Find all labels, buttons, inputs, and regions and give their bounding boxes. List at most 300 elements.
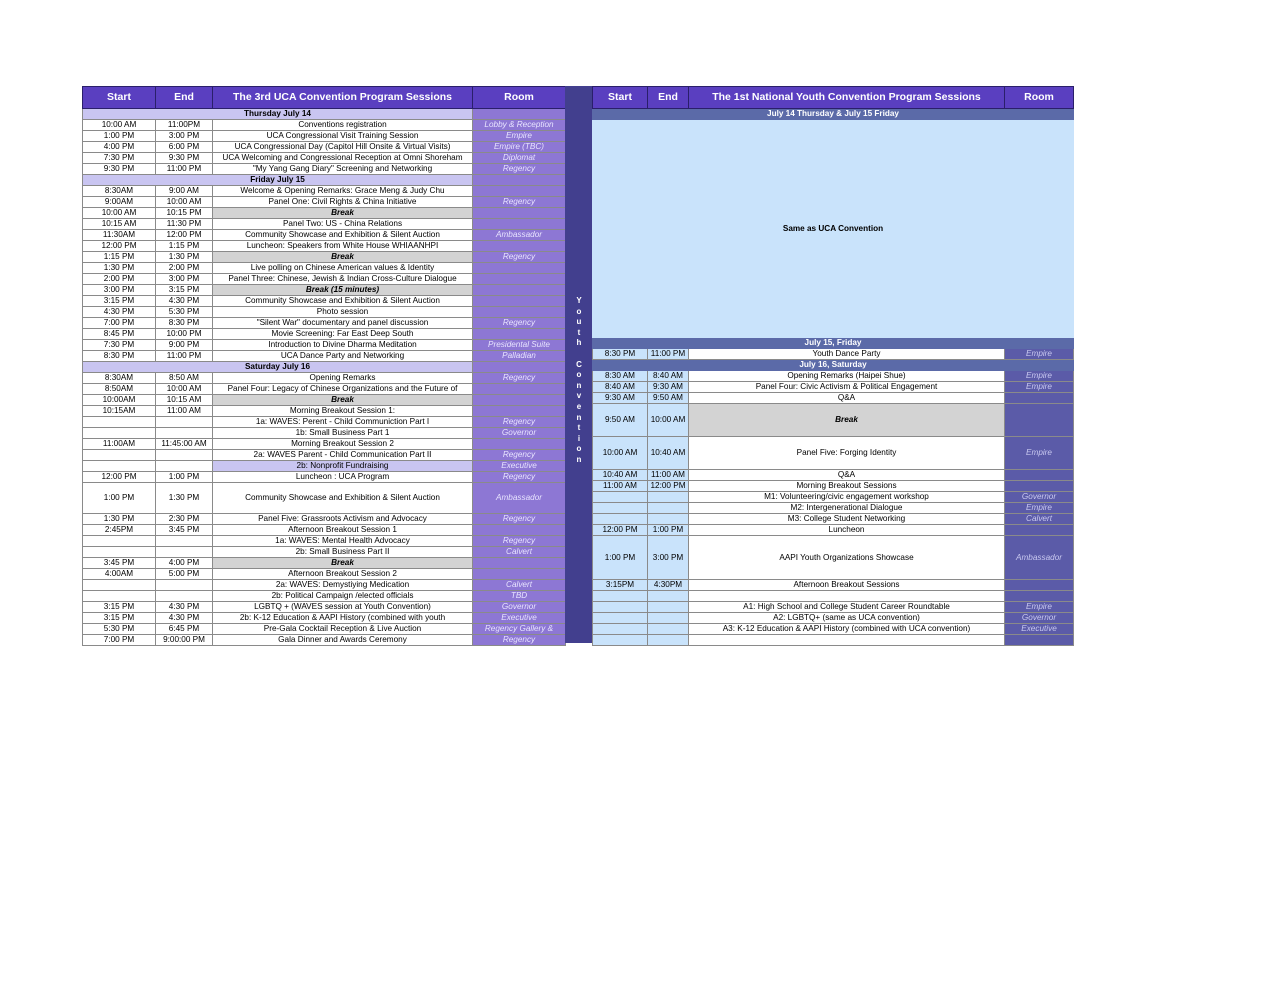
end-time	[156, 461, 213, 472]
same-as-uca-note: Same as UCA Convention	[593, 120, 1074, 338]
youth-label-letter: v	[576, 391, 582, 401]
header-sessions: The 3rd UCA Convention Program Sessions	[213, 87, 473, 109]
start-time	[593, 635, 648, 646]
header-start: Start	[83, 87, 156, 109]
session-title: A1: High School and College Student Career Roundtable	[689, 602, 1005, 613]
session-title: M3: College Student Networking	[689, 514, 1005, 525]
end-time: 6:00 PM	[156, 142, 213, 153]
room-cell	[473, 208, 566, 219]
start-time: 8:30 AM	[593, 371, 648, 382]
start-time	[593, 613, 648, 624]
start-time: 8:30AM	[83, 373, 156, 384]
end-time: 2:00 PM	[156, 263, 213, 274]
end-time: 9:00:00 PM	[156, 635, 213, 646]
end-time: 4:30 PM	[156, 602, 213, 613]
table-row	[83, 428, 566, 439]
start-time: 1:00 PM	[83, 131, 156, 142]
start-time: 4:00AM	[83, 569, 156, 580]
header-sessions: The 1st National Youth Convention Program Sessions	[689, 87, 1005, 109]
end-time: 3:45 PM	[156, 525, 213, 536]
table-row	[593, 349, 1074, 360]
end-time	[156, 450, 213, 461]
start-time: 7:00 PM	[83, 635, 156, 646]
end-time: 11:45:00 AM	[156, 439, 213, 450]
header-room: Room	[1005, 87, 1074, 109]
session-title: Luncheon: Speakers from White House WHIAANHPI	[213, 241, 473, 252]
table-row	[83, 340, 566, 351]
left-table-body	[83, 109, 566, 646]
table-row	[83, 514, 566, 525]
right-table-body	[593, 109, 1074, 646]
table-row	[83, 153, 566, 164]
start-time: 1:00 PM	[593, 536, 648, 580]
session-title: "My Yang Gang Diary" Screening and Networking	[213, 164, 473, 175]
start-time: 3:15 PM	[83, 613, 156, 624]
room-cell	[1005, 580, 1074, 591]
room-cell: Empire	[1005, 503, 1074, 514]
start-time: 1:00 PM	[83, 483, 156, 514]
end-time: 11:00PM	[156, 120, 213, 131]
table-row	[83, 329, 566, 340]
day-header-row	[83, 362, 566, 373]
room-cell: Empire (TBC)	[473, 142, 566, 153]
same-as-row	[593, 120, 1074, 338]
table-row	[593, 481, 1074, 492]
room-cell	[473, 329, 566, 340]
end-time: 9:30 AM	[648, 382, 689, 393]
session-title: Community Showcase and Exhibition & Silent Auction	[213, 296, 473, 307]
start-time: 9:00AM	[83, 197, 156, 208]
session-title: Panel Four: Civic Activism & Political Engagement	[689, 382, 1005, 393]
room-cell	[473, 296, 566, 307]
room-cell: Governor	[1005, 613, 1074, 624]
youth-label-letter: o	[576, 306, 582, 316]
session-title: Opening Remarks	[213, 373, 473, 384]
table-row	[83, 439, 566, 450]
table-row	[83, 186, 566, 197]
session-title: Break	[213, 208, 473, 219]
room-cell: Regency	[473, 472, 566, 483]
session-title: Afternoon Breakout Session 1	[213, 525, 473, 536]
start-time: 11:30AM	[83, 230, 156, 241]
start-time	[83, 417, 156, 428]
header-room: Room	[473, 87, 566, 109]
table-row	[83, 472, 566, 483]
start-time: 11:00AM	[83, 439, 156, 450]
end-time: 12:00 PM	[156, 230, 213, 241]
end-time: 3:00 PM	[156, 131, 213, 142]
room-cell: Empire	[1005, 371, 1074, 382]
end-time: 1:00 PM	[648, 525, 689, 536]
end-time: 4:30 PM	[156, 296, 213, 307]
end-time	[156, 428, 213, 439]
end-time: 12:00 PM	[648, 481, 689, 492]
end-time: 4:30PM	[648, 580, 689, 591]
end-time: 8:50 AM	[156, 373, 213, 384]
youth-label-letter: u	[576, 317, 582, 327]
session-title: 1b: Small Business Part 1	[213, 428, 473, 439]
youth-convention-table	[592, 86, 1074, 646]
table-row	[83, 131, 566, 142]
session-title: Photo session	[213, 307, 473, 318]
table-row	[83, 395, 566, 406]
start-time: 1:30 PM	[83, 514, 156, 525]
session-title: Luncheon	[689, 525, 1005, 536]
start-time	[83, 591, 156, 602]
room-cell	[1005, 481, 1074, 492]
start-time	[593, 591, 648, 602]
session-title: Break	[213, 558, 473, 569]
session-title	[689, 635, 1005, 646]
session-title: M2: Intergenerational Dialogue	[689, 503, 1005, 514]
start-time: 5:30 PM	[83, 624, 156, 635]
session-title: UCA Congressional Day (Capitol Hill Onsite & Virtual Visits)	[213, 142, 473, 153]
session-title: Panel Five: Grassroots Activism and Advocacy	[213, 514, 473, 525]
start-time: 10:00 AM	[593, 437, 648, 470]
room-cell	[473, 569, 566, 580]
start-time: 8:30 PM	[593, 349, 648, 360]
room-cell: Empire	[1005, 437, 1074, 470]
table-row	[593, 437, 1074, 470]
youth-label-letter: h	[576, 338, 582, 348]
session-title: Youth Dance Party	[689, 349, 1005, 360]
day-label: July 15, Friday	[593, 338, 1074, 349]
room-cell: Calvert	[1005, 514, 1074, 525]
table-row	[83, 164, 566, 175]
uca-convention-table	[82, 86, 566, 646]
end-time: 8:40 AM	[648, 371, 689, 382]
youth-label-letter: Y	[576, 296, 582, 305]
session-title: Break (15 minutes)	[213, 285, 473, 296]
room-cell	[473, 241, 566, 252]
end-time: 11:00 PM	[156, 164, 213, 175]
table-row	[83, 536, 566, 547]
end-time: 10:40 AM	[648, 437, 689, 470]
room-cell: Regency	[473, 536, 566, 547]
session-title: Panel One: Civil Rights & China Initiative	[213, 197, 473, 208]
start-time	[593, 503, 648, 514]
start-time: 3:15 PM	[83, 296, 156, 307]
session-title: Welcome & Opening Remarks: Grace Meng & Judy Chu	[213, 186, 473, 197]
header-end: End	[648, 87, 689, 109]
session-title: Q&A	[689, 393, 1005, 404]
start-time: 12:00 PM	[83, 472, 156, 483]
table-row	[83, 406, 566, 417]
room-cell: Regency	[473, 197, 566, 208]
start-time: 1:30 PM	[83, 263, 156, 274]
end-time: 9:00 AM	[156, 186, 213, 197]
table-row	[593, 371, 1074, 382]
end-time: 9:30 PM	[156, 153, 213, 164]
session-title: Movie Screening: Far East Deep South	[213, 329, 473, 340]
day-header-row	[593, 360, 1074, 371]
room-cell: Ambassador	[473, 483, 566, 514]
table-row	[83, 558, 566, 569]
table-row	[593, 492, 1074, 503]
table-row	[593, 635, 1074, 646]
session-title: Conventions registration	[213, 120, 473, 131]
table-row	[83, 591, 566, 602]
table-row	[83, 307, 566, 318]
session-title: "Silent War" documentary and panel discussion	[213, 318, 473, 329]
end-time: 11:30 PM	[156, 219, 213, 230]
end-time	[648, 492, 689, 503]
start-time	[83, 547, 156, 558]
session-title: UCA Congressional Visit Training Session	[213, 131, 473, 142]
room-cell	[1005, 470, 1074, 481]
room-cell: Palladian	[473, 351, 566, 362]
session-title: AAPI Youth Organizations Showcase	[689, 536, 1005, 580]
start-time	[83, 461, 156, 472]
room-cell: Regency	[473, 635, 566, 646]
session-title: 2b: K-12 Education & AAPI History (combined with youth	[213, 613, 473, 624]
table-row	[593, 580, 1074, 591]
table-row	[83, 569, 566, 580]
room-cell: Regency	[473, 252, 566, 263]
day-label: Saturday July 16	[83, 362, 473, 373]
day-header-row	[83, 109, 566, 120]
table-row	[593, 591, 1074, 602]
youth-label-letter: n	[576, 454, 582, 464]
start-time	[83, 580, 156, 591]
room-cell: Lobby & Reception	[473, 120, 566, 131]
end-time: 4:00 PM	[156, 558, 213, 569]
session-title: 2b: Small Business Part II	[213, 547, 473, 558]
youth-label-letter: t	[577, 423, 581, 433]
start-time: 4:30 PM	[83, 307, 156, 318]
session-title: Introduction to Divine Dharma Meditation	[213, 340, 473, 351]
start-time: 7:00 PM	[83, 318, 156, 329]
session-title: Panel Two: US - China Relations	[213, 219, 473, 230]
session-title: Community Showcase and Exhibition & Silent Auction	[213, 230, 473, 241]
room-cell: Regency	[473, 373, 566, 384]
room-cell	[1005, 635, 1074, 646]
youth-label-letter: e	[576, 401, 582, 411]
table-row	[83, 384, 566, 395]
day-label: July 14 Thursday & July 15 Friday	[593, 109, 1074, 120]
end-time: 10:15 AM	[156, 395, 213, 406]
start-time: 2:45PM	[83, 525, 156, 536]
session-title: Luncheon : UCA Program	[213, 472, 473, 483]
session-title: 2b: Nonprofit Fundraising	[213, 461, 473, 472]
session-title: Panel Four: Legacy of Chinese Organizations and the Future of	[213, 384, 473, 395]
table-row	[83, 318, 566, 329]
start-time: 7:30 PM	[83, 340, 156, 351]
room-cell	[473, 274, 566, 285]
room-cell: Empire	[1005, 349, 1074, 360]
session-title: 2b: Political Campaign /elected officials	[213, 591, 473, 602]
room-cell: Executive	[1005, 624, 1074, 635]
session-title: Morning Breakout Session 1:	[213, 406, 473, 417]
day-header-row	[593, 109, 1074, 120]
table-row	[83, 417, 566, 428]
end-time: 1:30 PM	[156, 483, 213, 514]
table-row	[83, 351, 566, 362]
youth-label-letter: o	[576, 370, 582, 380]
day-room-cell	[473, 175, 566, 186]
start-time	[83, 428, 156, 439]
end-time	[648, 591, 689, 602]
start-time: 8:40 AM	[593, 382, 648, 393]
table-row	[83, 142, 566, 153]
room-cell: Ambassador	[473, 230, 566, 241]
day-label: Friday July 15	[83, 175, 473, 186]
day-label: July 16, Saturday	[593, 360, 1074, 371]
room-cell: Regency Gallery &	[473, 624, 566, 635]
room-cell	[473, 285, 566, 296]
room-cell: Calvert	[473, 580, 566, 591]
youth-label-letter: o	[576, 444, 582, 454]
end-time	[156, 417, 213, 428]
end-time: 11:00 PM	[156, 351, 213, 362]
table-row	[593, 393, 1074, 404]
end-time: 1:15 PM	[156, 241, 213, 252]
end-time	[156, 591, 213, 602]
day-label: Thursday July 14	[83, 109, 473, 120]
table-row	[83, 219, 566, 230]
start-time	[593, 492, 648, 503]
session-title: LGBTQ + (WAVES session at Youth Convention)	[213, 602, 473, 613]
table-row	[83, 450, 566, 461]
session-title: Morning Breakout Sessions	[689, 481, 1005, 492]
room-cell: Executive	[473, 461, 566, 472]
end-time	[648, 602, 689, 613]
end-time	[156, 580, 213, 591]
start-time: 3:15 PM	[83, 602, 156, 613]
room-cell: Governor	[473, 428, 566, 439]
table-row	[83, 252, 566, 263]
end-time: 3:00 PM	[156, 274, 213, 285]
table-row	[83, 296, 566, 307]
room-cell: Governor	[473, 602, 566, 613]
end-time: 8:30 PM	[156, 318, 213, 329]
table-row	[83, 373, 566, 384]
start-time: 8:30 PM	[83, 351, 156, 362]
room-cell	[473, 384, 566, 395]
room-cell: Regency	[473, 417, 566, 428]
start-time: 8:30AM	[83, 186, 156, 197]
session-title: Community Showcase and Exhibition & Silent Auction	[213, 483, 473, 514]
end-time: 1:00 PM	[156, 472, 213, 483]
room-cell: Empire	[1005, 382, 1074, 393]
session-title: Break	[213, 252, 473, 263]
room-cell: Calvert	[473, 547, 566, 558]
room-cell	[473, 525, 566, 536]
table-row	[83, 241, 566, 252]
table-row	[593, 536, 1074, 580]
room-cell: Ambassador	[1005, 536, 1074, 580]
start-time: 10:00 AM	[83, 208, 156, 219]
session-title: Panel Three: Chinese, Jewish & Indian Cross-Culture Dialogue	[213, 274, 473, 285]
session-title: UCA Dance Party and Networking	[213, 351, 473, 362]
end-time: 11:00 AM	[156, 406, 213, 417]
table-row	[83, 483, 566, 514]
start-time: 4:00 PM	[83, 142, 156, 153]
start-time: 10:00AM	[83, 395, 156, 406]
table-row	[83, 624, 566, 635]
table-row	[83, 461, 566, 472]
start-time	[593, 514, 648, 525]
start-time: 10:15 AM	[83, 219, 156, 230]
table-row	[593, 404, 1074, 437]
table-row	[83, 197, 566, 208]
session-title: A2: LGBTQ+ (same as UCA convention)	[689, 613, 1005, 624]
end-time: 2:30 PM	[156, 514, 213, 525]
room-cell	[473, 186, 566, 197]
end-time: 1:30 PM	[156, 252, 213, 263]
table-row	[83, 602, 566, 613]
end-time	[648, 613, 689, 624]
start-time: 10:00 AM	[83, 120, 156, 131]
table-row	[593, 525, 1074, 536]
session-title: M1: Volunteering/civic engagement workshop	[689, 492, 1005, 503]
start-time	[83, 450, 156, 461]
room-cell	[473, 219, 566, 230]
room-cell	[473, 558, 566, 569]
start-time: 10:15AM	[83, 406, 156, 417]
end-time: 6:45 PM	[156, 624, 213, 635]
session-title: A3: K-12 Education & AAPI History (combined with UCA convention)	[689, 624, 1005, 635]
start-time: 3:00 PM	[83, 285, 156, 296]
end-time	[648, 624, 689, 635]
end-time: 3:00 PM	[648, 536, 689, 580]
start-time: 2:00 PM	[83, 274, 156, 285]
youth-label-letter: t	[577, 327, 581, 337]
end-time	[648, 635, 689, 646]
table-row	[83, 580, 566, 591]
start-time: 7:30 PM	[83, 153, 156, 164]
session-title: Opening Remarks (Haipei Shue)	[689, 371, 1005, 382]
session-title: Morning Breakout Session 2	[213, 439, 473, 450]
start-time: 12:00 PM	[83, 241, 156, 252]
session-title: 2a: WAVES Parent - Child Communication Part II	[213, 450, 473, 461]
room-cell: Regency	[473, 318, 566, 329]
table-row	[83, 274, 566, 285]
start-time: 9:30 AM	[593, 393, 648, 404]
table-row	[83, 208, 566, 219]
end-time: 4:30 PM	[156, 613, 213, 624]
table-row	[593, 624, 1074, 635]
room-cell: Diplomat	[473, 153, 566, 164]
end-time	[648, 503, 689, 514]
room-cell: Regency	[473, 514, 566, 525]
left-header-row	[83, 87, 566, 109]
session-title: 1a: WAVES: Perent - Child Communiction Part I	[213, 417, 473, 428]
session-title: Afternoon Breakout Session 2	[213, 569, 473, 580]
start-time	[83, 536, 156, 547]
table-row	[593, 503, 1074, 514]
room-cell	[473, 395, 566, 406]
table-row	[593, 514, 1074, 525]
end-time	[648, 514, 689, 525]
session-title: 1a: WAVES: Mental Health Advocacy	[213, 536, 473, 547]
session-title: Q&A	[689, 470, 1005, 481]
start-time: 10:40 AM	[593, 470, 648, 481]
room-cell	[473, 307, 566, 318]
end-time: 11:00 AM	[648, 470, 689, 481]
end-time	[156, 547, 213, 558]
room-cell: Regency	[473, 164, 566, 175]
room-cell	[1005, 393, 1074, 404]
right-header-row	[593, 87, 1074, 109]
table-row	[83, 547, 566, 558]
day-header-row	[83, 175, 566, 186]
table-row	[83, 285, 566, 296]
table-row	[593, 602, 1074, 613]
start-time: 9:50 AM	[593, 404, 648, 437]
end-time: 9:50 AM	[648, 393, 689, 404]
room-cell: Governor	[1005, 492, 1074, 503]
